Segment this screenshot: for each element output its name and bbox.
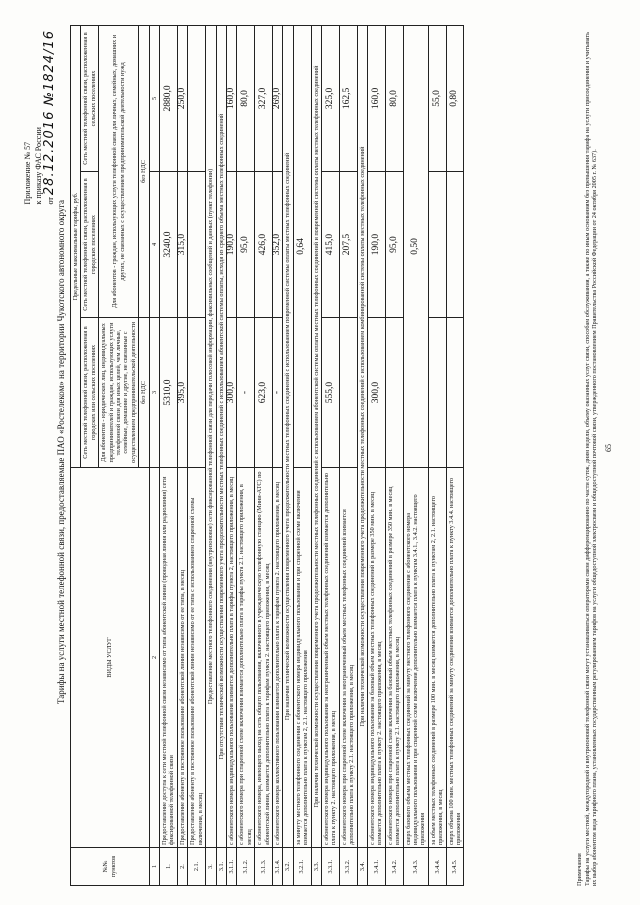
row-value-c: 250,0 (177, 25, 187, 171)
row-value-c: 55,0 (428, 25, 446, 171)
col-index-5: 5 (149, 25, 159, 171)
section-heading: При наличии технической возможности осуществления повременного учета продолжительности местных телефонных соединений с использованием повременной системы оплаты местных телефонных соединений (283, 25, 293, 847)
header-sub-c: Сеть местной телефонной связи, расположенная в сельских поселениях (81, 25, 99, 171)
row-value-c: 160,0 (226, 25, 236, 171)
row-value-b: 95,0 (385, 172, 403, 318)
table-row (177, 25, 187, 885)
row-value-b: 190,0 (368, 172, 386, 318)
section-row (311, 25, 321, 885)
row-number: 3. (206, 848, 216, 886)
col-index-3: 3 (149, 318, 159, 468)
row-number: 3.4.3. (403, 848, 428, 886)
row-number: 1. (160, 848, 178, 886)
table-row (403, 25, 428, 885)
row-number: 3.4.1. (368, 848, 386, 886)
header-sub-b: Сеть местной телефонной связи, расположенная в городских поселениях (81, 172, 99, 318)
row-number: 3.4.2. (385, 848, 403, 886)
row-text: с абонентского номера индивидуального пользования за неограниченный объем местных телефонных соединений взимается дополнительно плата к пункту 2. настоящего приложения, в месяц (321, 468, 339, 848)
table-row (272, 25, 282, 885)
row-text: с абонентского номера при спаренной схеме включения за неограниченный объем местных телефонных соединений взимается дополнительно плата к пункту 2.1. настоящего приложения, в месяц (339, 468, 357, 848)
header-sub-bc1: Для абонентов - граждан, использующих услуги телефонной связи для личных, семейных, домашних и других, не связанных с осуществлением предпринимательской деятельности нужд (99, 25, 139, 317)
row-value-c: 2880,0 (160, 25, 178, 171)
section-heading: При наличии технической возможности осуществления повременного учета продолжительности местных телефонных соединений с использованием комбинированной системы оплаты местных телефонных соединений (357, 25, 367, 847)
row-value-c: 80,0 (385, 25, 403, 171)
table-row (368, 25, 386, 885)
row-value-a (428, 318, 446, 468)
table-row (188, 25, 206, 885)
header-sub-a: Сеть местной телефонной связи, расположенная в городских или сельских поселениях (81, 318, 99, 468)
row-value-a: - (237, 318, 255, 468)
row-number: 3.3.1. (321, 848, 339, 886)
row-number: 3.1.1. (226, 848, 236, 886)
col-index-4: 4 (149, 172, 159, 318)
row-text: с абонентского номера индивидуального пользования взимается дополнительно плата в тарифы пункта 2, настоящего приложения, в месяц (226, 468, 236, 848)
section-heading: Предоставление местного телефонного соединения (внутризоновое) сети фиксированной телефонной связи для передачи голосовой информации, факсимильных сообщений и данных (пункт телефонии) (206, 25, 216, 847)
table-row (385, 25, 403, 885)
row-value-c (188, 25, 206, 171)
notes-block (576, 26, 599, 886)
row-text: сверх объема 100 мин. местных телефонных соединений за минуту соединения взимается дополнительно плата к пункту 3.4.4. настоящего приложения (446, 468, 464, 848)
row-text: с абонентского номера, имеющего выход на сеть общего пользования, включенного в учрежденческую телефонную станцию (Мини-АТС) по абонентской линии, взимается дополнительно плата к тарифам пункта 2. настоящего приложения, в месяц (255, 468, 273, 848)
row-text: с абонентского номера при спаренной схеме включения за базовый объем местных телефонных соединений в размере 350 мин. в месяц взимается дополнительно плата к пункту 2.1. настоящего приложения, в месяц (385, 468, 403, 848)
row-value-a: 300,0 (368, 318, 386, 468)
approval-line-1: Приложение № 57 (23, 141, 32, 205)
rotated-document (20, 12, 620, 892)
row-value-c: 162,5 (339, 25, 357, 171)
row-value-b: 426,0 (255, 172, 273, 318)
row-number: 3.3.2. (339, 848, 357, 886)
table-row (339, 25, 357, 885)
header-vat-bc: без НДС (139, 25, 149, 317)
row-value-a (385, 318, 403, 468)
section-heading: При отсутствии технической возможности осуществления повременного учета продолжительности местных телефонных соединений с использованием абонентской системы оплаты, исходя из среднего объема местных телефонных соединений (216, 25, 226, 847)
row-value-a: 555,0 (321, 318, 339, 468)
tariff-table (70, 25, 464, 886)
row-value-c: 160,0 (368, 25, 386, 171)
col-index-2: 2 (149, 468, 159, 848)
row-value-b: 95,0 (237, 172, 255, 318)
header-num: №№ пунктов (71, 848, 150, 886)
col-index-1: 1 (149, 848, 159, 886)
row-value-b (446, 172, 464, 318)
row-value-a: 395,0 (177, 318, 187, 468)
row-value-a (339, 318, 357, 468)
row-value-c: 80,0 (237, 25, 255, 171)
notes-text: Тарифы на услуги местной, междугородной и внутризоновой телефонной связи могут устанавливаться операторами связи дифференцированно по части суток, дням недели, объему оказанных услуг связи, способам обслуживания, а также по иным основаниям без превышения тарифа на услуги присоединения и учитывать их выбор абонентом вида тарифного плана, установленных государственным регулированием тарифов на услуги общедоступной электросвязи и общедоступной почтовой связи, утвержденного постановлением Правительства Российской Федерации от 24 октября 2005 г. № 637). (583, 32, 599, 886)
table-row (226, 25, 236, 885)
header-tariffs: Предельные максимальные тарифы, руб. (71, 25, 81, 467)
row-value-b (428, 172, 446, 318)
approval-line-2: к приказу ФАС России (34, 127, 43, 205)
table-header-row (71, 25, 81, 885)
table-row (293, 25, 311, 885)
row-text: с абонентского номера индивидуального пользования за базовый объем местных телефонных соединений в размере 350 мин. в месяц взимается дополнительно плата к пункту 2. настоящего приложения, в месяц (368, 468, 386, 848)
row-value-a: 623,0 (255, 318, 273, 468)
row-number: 3.1. (216, 848, 226, 886)
handwritten-date: 28.12.2016 №1824/16 (42, 30, 57, 196)
row-number: 3.2.1. (293, 848, 311, 886)
row-value-b: 315,0 (177, 172, 187, 318)
row-number: 3.1.3. (255, 848, 273, 886)
section-row (206, 25, 216, 885)
table-row (321, 25, 339, 885)
row-value-b: 415,0 (321, 172, 339, 318)
row-value-a (188, 318, 206, 468)
row-number: 3.4. (357, 848, 367, 886)
row-text: за минуту местного телефонного соединения с абонентского номера индивидуального пользования и при спаренной схеме включения взимается дополнительно плата к пунктам 2, 2.1. настоящего приложения (293, 468, 311, 848)
row-text: сверх базового объема местных телефонных соединений за минуту местного телефонного соединения с абонентского номера индивидуального пользования и при спаренной схеме включения дополнительно взимается плата к пунктам 3.4.1., 3.4.2. настоящего приложения (403, 468, 428, 848)
row-text: Предоставление абоненту в постоянное пользование абонентской линии независимо от ее типа, в месяц (177, 468, 187, 848)
row-value-c: 0,80 (446, 25, 464, 171)
notes-title: Примечания (576, 853, 583, 886)
header-services: ВИДЫ УСЛУГ (71, 468, 150, 848)
row-number: 2.1. (188, 848, 206, 886)
row-text: за объем местных телефонных соединений в размере 100 мин. в месяц взимается дополнительно плата к пунктам 2, 2.1. настоящего приложения, в месяц (428, 468, 446, 848)
row-value-b: 207,5 (339, 172, 357, 318)
row-text: Предоставление абоненту в постоянное пользование абонентской линии независимо от ее типа с использованием спаренной схемы включения, в месяц (188, 468, 206, 848)
row-number: 2. (177, 848, 187, 886)
row-value-b (188, 172, 206, 318)
row-value-a: 5310,0 (160, 318, 178, 468)
row-value-merged: 0,50 (403, 25, 428, 467)
row-text: с абонентского номера коллективного пользования взимается дополнительно плата к тарифам пункта 2. настоящего приложения, в месяц (272, 468, 282, 848)
page-number: 65 (604, 444, 613, 452)
approval-stamp (22, 30, 56, 204)
row-value-c: 325,0 (321, 25, 339, 171)
table-row (237, 25, 255, 885)
approval-date-prefix: от (46, 197, 55, 205)
row-value-b: 3240,0 (160, 172, 178, 318)
header-sub-a1: Для абонентов - юридических лиц, индивидуальных предпринимателей и граждан, использующих услуги телефонной связи для иных целей, чем личные, семейные, домашние и другие, не связанные с осуществлением предпринимательской деятельности (99, 318, 139, 468)
header-vat-a: без НДС (139, 318, 149, 468)
row-number: 3.4.5. (446, 848, 464, 886)
row-number: 3.4.4. (428, 848, 446, 886)
section-row (283, 25, 293, 885)
table-row (446, 25, 464, 885)
row-text: с абонентского номера при спаренной схеме включения взимается дополнительно плата в тарифы пункта 2.1. настоящего приложения, в месяц (237, 468, 255, 848)
row-value-b: 190,0 (226, 172, 236, 318)
table-row (428, 25, 446, 885)
row-value-merged: 0,64 (293, 25, 311, 467)
row-value-b: 352,0 (272, 172, 282, 318)
section-heading: При наличии технической возможности осуществления повременного учета продолжительности местных телефонных соединений с использованием абонентской системы оплаты местных телефонных соединений и повременной системы оплаты местных телефонных соединений (311, 25, 321, 847)
row-text: Предоставление доступа к сети местной телефонной связи независимо от типа абонентской линии (проводная линия или радиолиния) сети фиксированной телефонной связи (160, 468, 178, 848)
table-row (160, 25, 178, 885)
row-value-a: 300,0 (226, 318, 236, 468)
section-row (216, 25, 226, 885)
table-row (255, 25, 273, 885)
row-number: 3.3. (311, 848, 321, 886)
section-row (357, 25, 367, 885)
row-number: 3.1.2. (237, 848, 255, 886)
row-value-c: 327,0 (255, 25, 273, 171)
row-value-a: - (272, 318, 282, 468)
row-value-a (446, 318, 464, 468)
row-value-c: 269,0 (272, 25, 282, 171)
approval-line-3 (44, 30, 56, 204)
row-number: 3.2. (283, 848, 293, 886)
row-number: 3.1.4. (272, 848, 282, 886)
document-title: Тарифы на услуги местной телефонной связи, предоставляемые ПАО «Ростелеком» на территории Чукотского автономного округа (56, 199, 66, 705)
